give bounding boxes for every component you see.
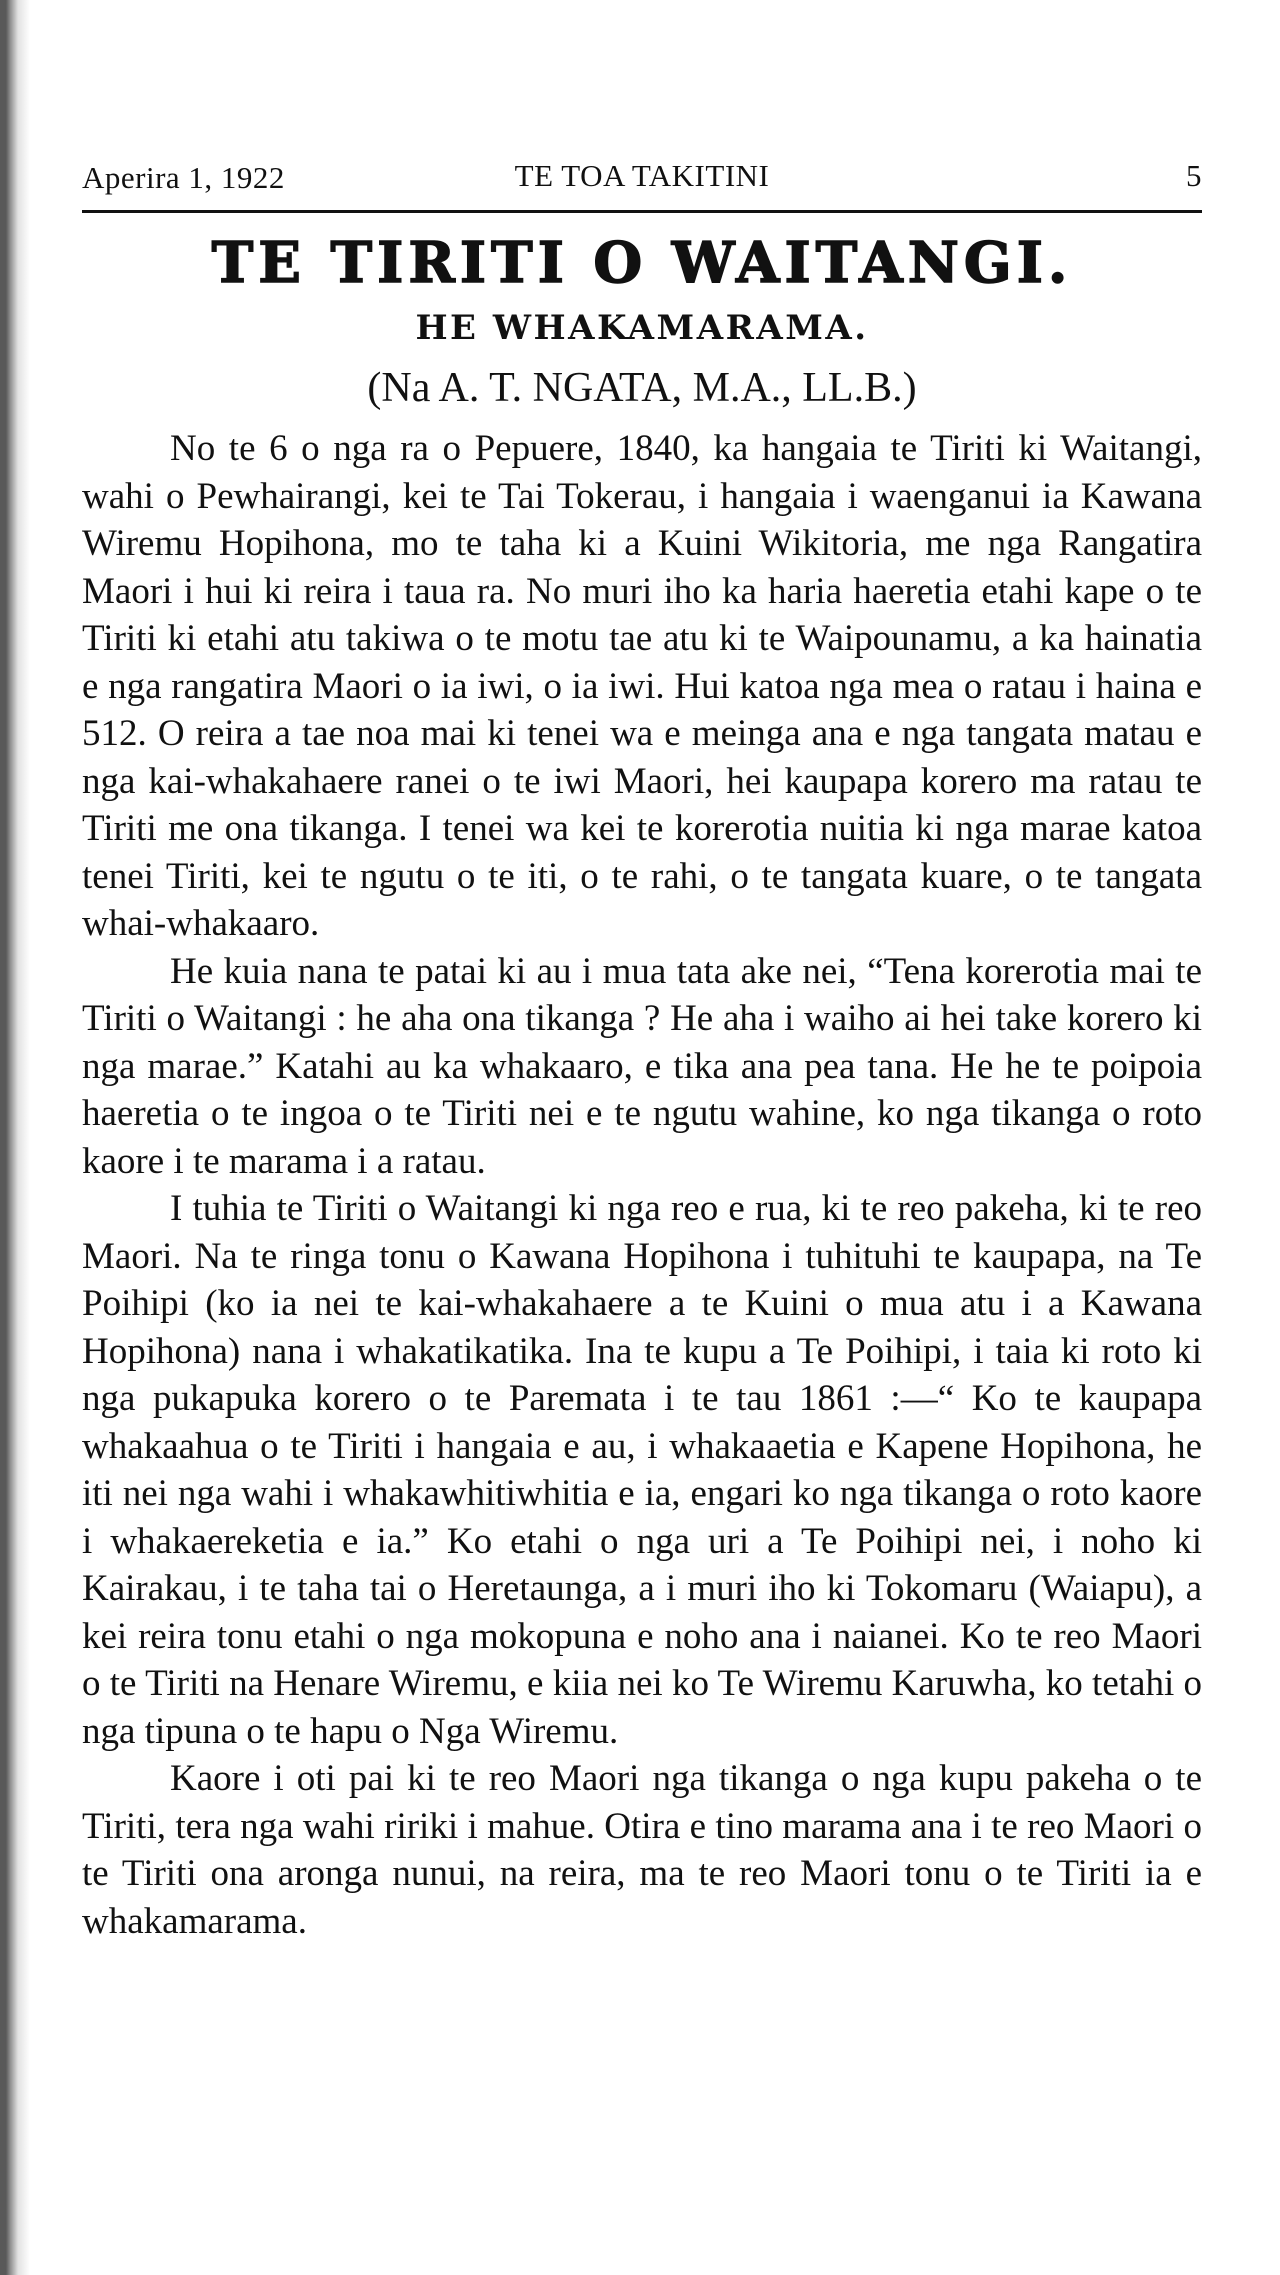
article-body <box>82 425 1202 1945</box>
journal-page <box>82 150 1202 2210</box>
paragraph: Kaore i oti pai ki te reo Maori nga tikanga o nga kupu pakeha o te Tiriti, tera nga wahi ririki i mahue. Otira e tino marama ana i te reo Maori o te Tiriti ona aronga nunui, na reira, ma te reo Maori tonu o te Tiriti ia e whakamarama. <box>82 1758 1202 1942</box>
article-byline: (Na A. T. NGATA, M.A., LL.B.) <box>367 365 917 411</box>
article-subtitle: HE WHAKAMARAMA. <box>415 308 869 348</box>
issue-date: Aperira 1, 1922 <box>82 160 285 195</box>
article-title: TE TIRITI O WAITANGI. <box>211 230 1073 296</box>
paragraph: I tuhia te Tiriti o Waitangi ki nga reo e rua, ki te reo pakeha, ki te reo Maori. Na te ringa tonu o Kawana Hopihona i tuhituhi te kaupapa, na Te Poihipi (ko ia nei te kai-whakahaere a te Kuini o mua atu i a Kawana Hopihona) nana i whakatikatika. Ina te kupu a Te Poihipi, i taia ki roto ki nga pukapuka korero o te Paremata i te tau 1861 :—“ Ko te kaupapa whakaahua o te Tiriti i hangaia e au, i whakaaetia e Kapene Hopihona, he iti nei nga wahi i whakawhitiwhitia e ia, engari ko nga tikanga o roto kaore i whakaereketia e ia.” Ko etahi o nga uri a Te Poihipi nei, i noho ki Kairakau, i te taha tai o Heretaunga, a i muri iho ki Tokomaru (Waiapu), a kei reira tonu etahi o nga mokopuna e noho ana i naianei. Ko te reo Maori o te Tiriti na Henare Wiremu, e kiia nei ko Te Wiremu Karuwha, ko tetahi o nga tipuna o te hapu o Nga Wiremu. <box>82 1188 1202 1752</box>
page-number: 5 <box>1186 158 1202 193</box>
scanned-page-edge <box>0 0 30 2275</box>
paragraph: No te 6 o nga ra o Pepuere, 1840, ka hangaia te Tiriti ki Waitangi, wahi o Pewhairangi, kei te Tai Tokerau, i hangaia i waenganui ia Kawana Wiremu Hopihona, mo te taha ki a Kuini Wikitoria, me nga Rangatira Maori i hui ki reira i taua ra. No muri iho ka haria haeretia etahi kape o te Tiriti ki etahi atu takiwa o te motu tae atu ki te Waipounamu, a ka hainatia e nga rangatira Maori o ia iwi, o ia iwi. Hui katoa nga mea o ratau i haina e 512. O reira a tae noa mai ki tenei wa e meinga ana e nga tangata matau e nga kai-whakahaere ranei o te iwi Maori, hei kaupapa korero ma ratau te Tiriti me ona tikanga. I tenei wa kei te korerotia nuitia ki nga marae katoa tenei Tiriti, kei te ngutu o te iti, o te rahi, o te tangata kuare, o te tangata whai-whakaaro. <box>82 428 1202 944</box>
article-heading <box>82 229 1202 417</box>
paragraph: He kuia nana te patai ki au i mua tata ake nei, “Tena korerotia mai te Tiriti o Waitangi : he aha ona tikanga ? He aha i waiho ai hei take korero ki nga marae.” Katahi au ka whakaaro, e tika ana pea tana. He he te poipoia haeretia o te ingoa o te Tiriti nei e te ngutu wahine, ko nga tikanga o roto kaore i te marama i a ratau. <box>82 950 1202 1182</box>
publication-title: TE TOA TAKITINI <box>514 158 770 193</box>
header-rule <box>82 210 1202 213</box>
running-header <box>82 150 1202 198</box>
